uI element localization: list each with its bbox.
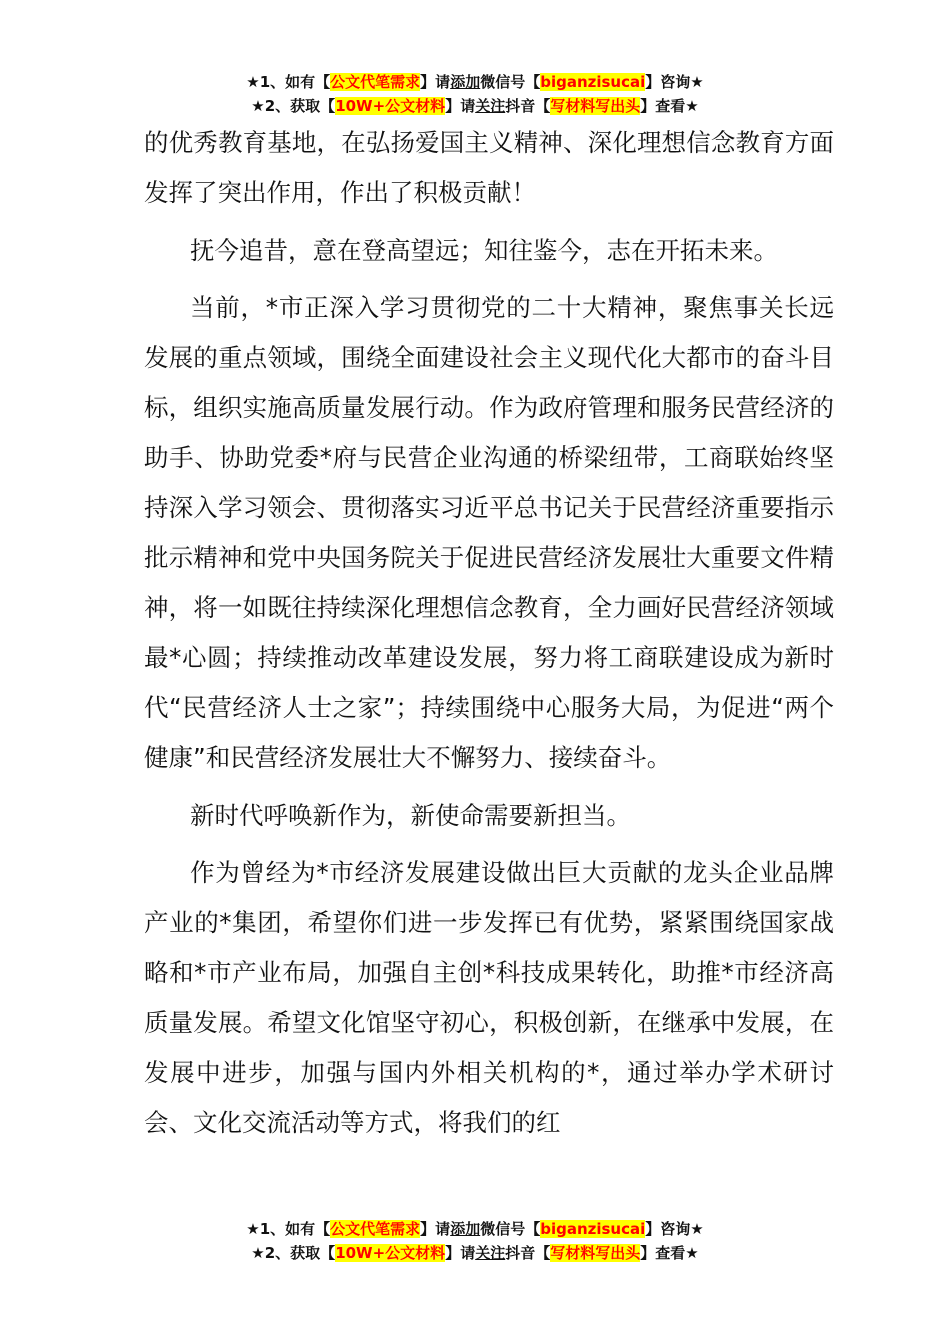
banner-text: 】查看★ [640, 97, 699, 115]
banner-highlight: 公文代笔需求 [330, 1220, 421, 1238]
header-banner [0, 70, 950, 118]
paragraph: 作为曾经为*市经济发展建设做出巨大贡献的龙头企业品牌产业的*集团，希望你们进一步发挥已有优势，紧紧围绕国家战略和*市产业布局，加强自主创*科技成果转化，助推*市经济高质量发展。希望文化馆坚守初心，积极创新，在继承中发展，在发展中进步，加强与国内外相关机构的*，通过举办学术研讨会、文化交流活动等方式，将我们的红 [144, 858, 834, 1137]
banner-highlight: biganzisucai [540, 1220, 646, 1238]
paragraph: 的优秀教育基地，在弘扬爱国主义精神、深化理想信念教育方面发挥了突出作用，作出了积极贡献！ [144, 128, 834, 207]
banner-text: 微信号【 [480, 1220, 541, 1238]
banner-highlight: 写材料写出头 [550, 1244, 641, 1262]
banner-text: 】咨询★ [645, 73, 704, 91]
banner-text: 】请 [445, 97, 476, 115]
banner-underlined-text: 关注 [475, 1244, 506, 1262]
banner-highlight: 10W+公文材料 [335, 1244, 446, 1262]
banner-line-1 [0, 1217, 950, 1241]
banner-highlight: 写材料写出头 [550, 97, 641, 115]
banner-text: ★1、如有【 [246, 73, 331, 91]
banner-highlight: 公文代笔需求 [330, 73, 421, 91]
banner-text: 抖音【 [505, 1244, 551, 1262]
banner-text: ★1、如有【 [246, 1220, 331, 1238]
paragraph: 抚今追昔，意在登高望远；知往鉴今，志在开拓未来。 [190, 235, 778, 265]
banner-text: ★2、获取【 [251, 97, 336, 115]
document-body [144, 118, 834, 1156]
banner-underlined-text: 添加 [450, 73, 481, 91]
banner-underlined-text: 关注 [475, 97, 506, 115]
banner-text: 】请 [420, 1220, 451, 1238]
banner-text: ★2、获取【 [251, 1244, 336, 1262]
banner-line-2 [0, 1241, 950, 1265]
paragraph: 当前，*市正深入学习贯彻党的二十大精神，聚焦事关长远发展的重点领域，围绕全面建设社会主义现代化大都市的奋斗目标，组织实施高质量发展行动。作为政府管理和服务民营经济的助手、协助党委*府与民营企业沟通的桥梁纽带，工商联始终坚持深入学习领会、贯彻落实习近平总书记关于民营经济重要指示批示精神和党中央国务院关于促进民营经济发展壮大重要文件精神，将一如既往持续深化理想信念教育，全力画好民营经济领域最*心圆；持续推动改革建设发展，努力将工商联建设成为新时代“民营经济人士之家”；持续围绕中心服务大局，为促进“两个健康”和民营经济发展壮大不懈努力、接续奋斗。 [144, 293, 834, 772]
banner-line-1 [0, 70, 950, 94]
banner-underlined-text: 添加 [450, 1220, 481, 1238]
banner-text: 】请 [420, 73, 451, 91]
paragraph: 新时代呼唤新作为，新使命需要新担当。 [190, 800, 631, 830]
banner-text: 微信号【 [480, 73, 541, 91]
footer-banner [0, 1217, 950, 1265]
banner-text: 】查看★ [640, 1244, 699, 1262]
banner-highlight: 10W+公文材料 [335, 97, 446, 115]
banner-text: 】咨询★ [645, 1220, 704, 1238]
banner-text: 】请 [445, 1244, 476, 1262]
banner-text: 抖音【 [505, 97, 551, 115]
banner-highlight: biganzisucai [540, 73, 646, 91]
banner-line-2 [0, 94, 950, 118]
